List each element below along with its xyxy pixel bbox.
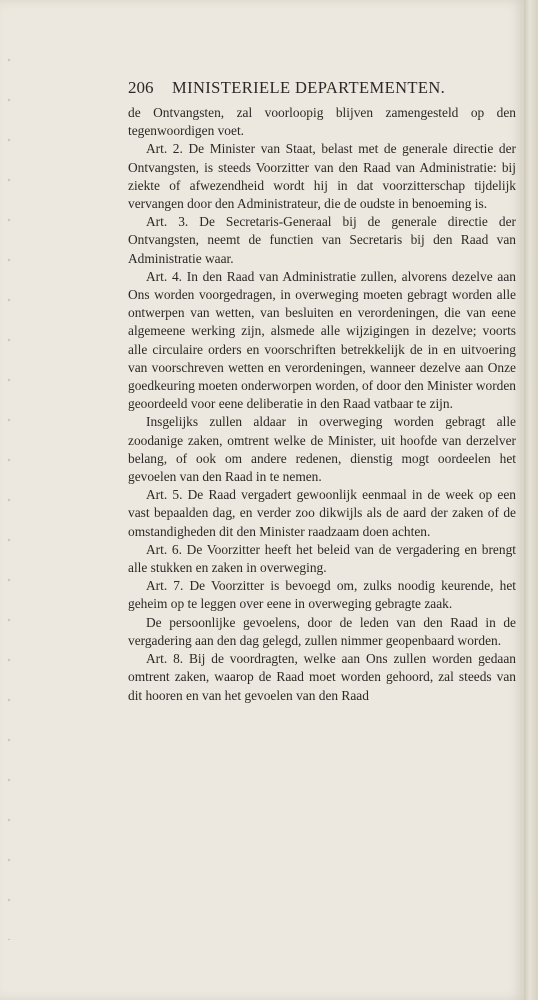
binding-edge	[6, 40, 14, 940]
page-header	[128, 78, 458, 100]
paragraph-persoonlijke: De persoonlijke gevoelens, door de leden van den Raad in de vergadering aan den dag gelegd, zullen nimmer geopenbaard worden.	[128, 614, 516, 648]
paragraph-art-4: Art. 4. In den Raad van Administratie zullen, alvorens dezelve aan Ons worden voorgedragen, in overweging moeten gebragt worden alle ontwerpen van wetten, van besluiten en verordeningen, die van eene algemeene werking zijn, alsmede alle wijzigingen in dezelve; voorts alle circulaire orders en voorschriften betrekkelijk de in en uitvoering van voorschreven wetten en verordeningen, wanneer dezelve aan Onze goedkeuring moeten onderworpen worden, of door den Minister worden geoordeeld voor eene deliberatie in den Raad vatbaar te zijn.	[128, 268, 516, 412]
paragraph-insgelijks: Insgelijks zullen aldaar in overweging worden gebragt alle zoodanige zaken, omtrent welke de Minister, uit hoofde van derzelver belang, of ook om andere redenen, dienstig mogt oordeelen het gevoelen van den Raad in te nemen.	[128, 414, 516, 485]
running-title: MINISTERIELE DEPARTEMENTEN.	[172, 78, 446, 97]
paragraph-art-5: Art. 5. De Raad vergadert gewoonlijk eenmaal in de week op een vast bepaalden dag, en verder zoo dikwijls als de aard der zaken of de omstandigheden dit den Minister raadzaam doen achten.	[128, 487, 516, 539]
body-text	[128, 104, 516, 705]
paragraph-art-7: Art. 7. De Voorzitter is bevoegd om, zulks noodig keurende, het geheim op te leggen over eene in overweging gebragte zaak.	[128, 578, 516, 612]
paragraph-art-8: Art. 8. Bij de voordragten, welke aan Ons zullen worden gedaan omtrent zaken, waarop de Raad moet worden gehoord, zal steeds van dit hooren en van het gevoelen van den Raad	[128, 651, 516, 703]
paragraph-art-2: Art. 2. De Minister van Staat, belast met de generale directie der Ontvangsten, is steeds Voorzitter van den Raad van Administratie: bij ziekte of afwezendheid wordt hij in dat voorzitterschap tijdelijk vervangen door den Administrateur, die de oudste in benoeming is.	[128, 141, 516, 212]
page-edge	[524, 0, 538, 1000]
paragraph-art-6: Art. 6. De Voorzitter heeft het beleid van de vergadering en brengt alle stukken en zaken in overweging.	[128, 541, 516, 576]
paragraph-art-3: Art. 3. De Secretaris-Generaal bij de generale directie der Ontvangsten, neemt de functien van Secretaris bij den Raad van Administratie waar.	[128, 214, 516, 266]
page-number: 206	[128, 78, 154, 97]
paragraph-continuation: de Ontvangsten, zal voorloopig blijven zamengesteld op den tegenwoordigen voet.	[128, 105, 516, 139]
